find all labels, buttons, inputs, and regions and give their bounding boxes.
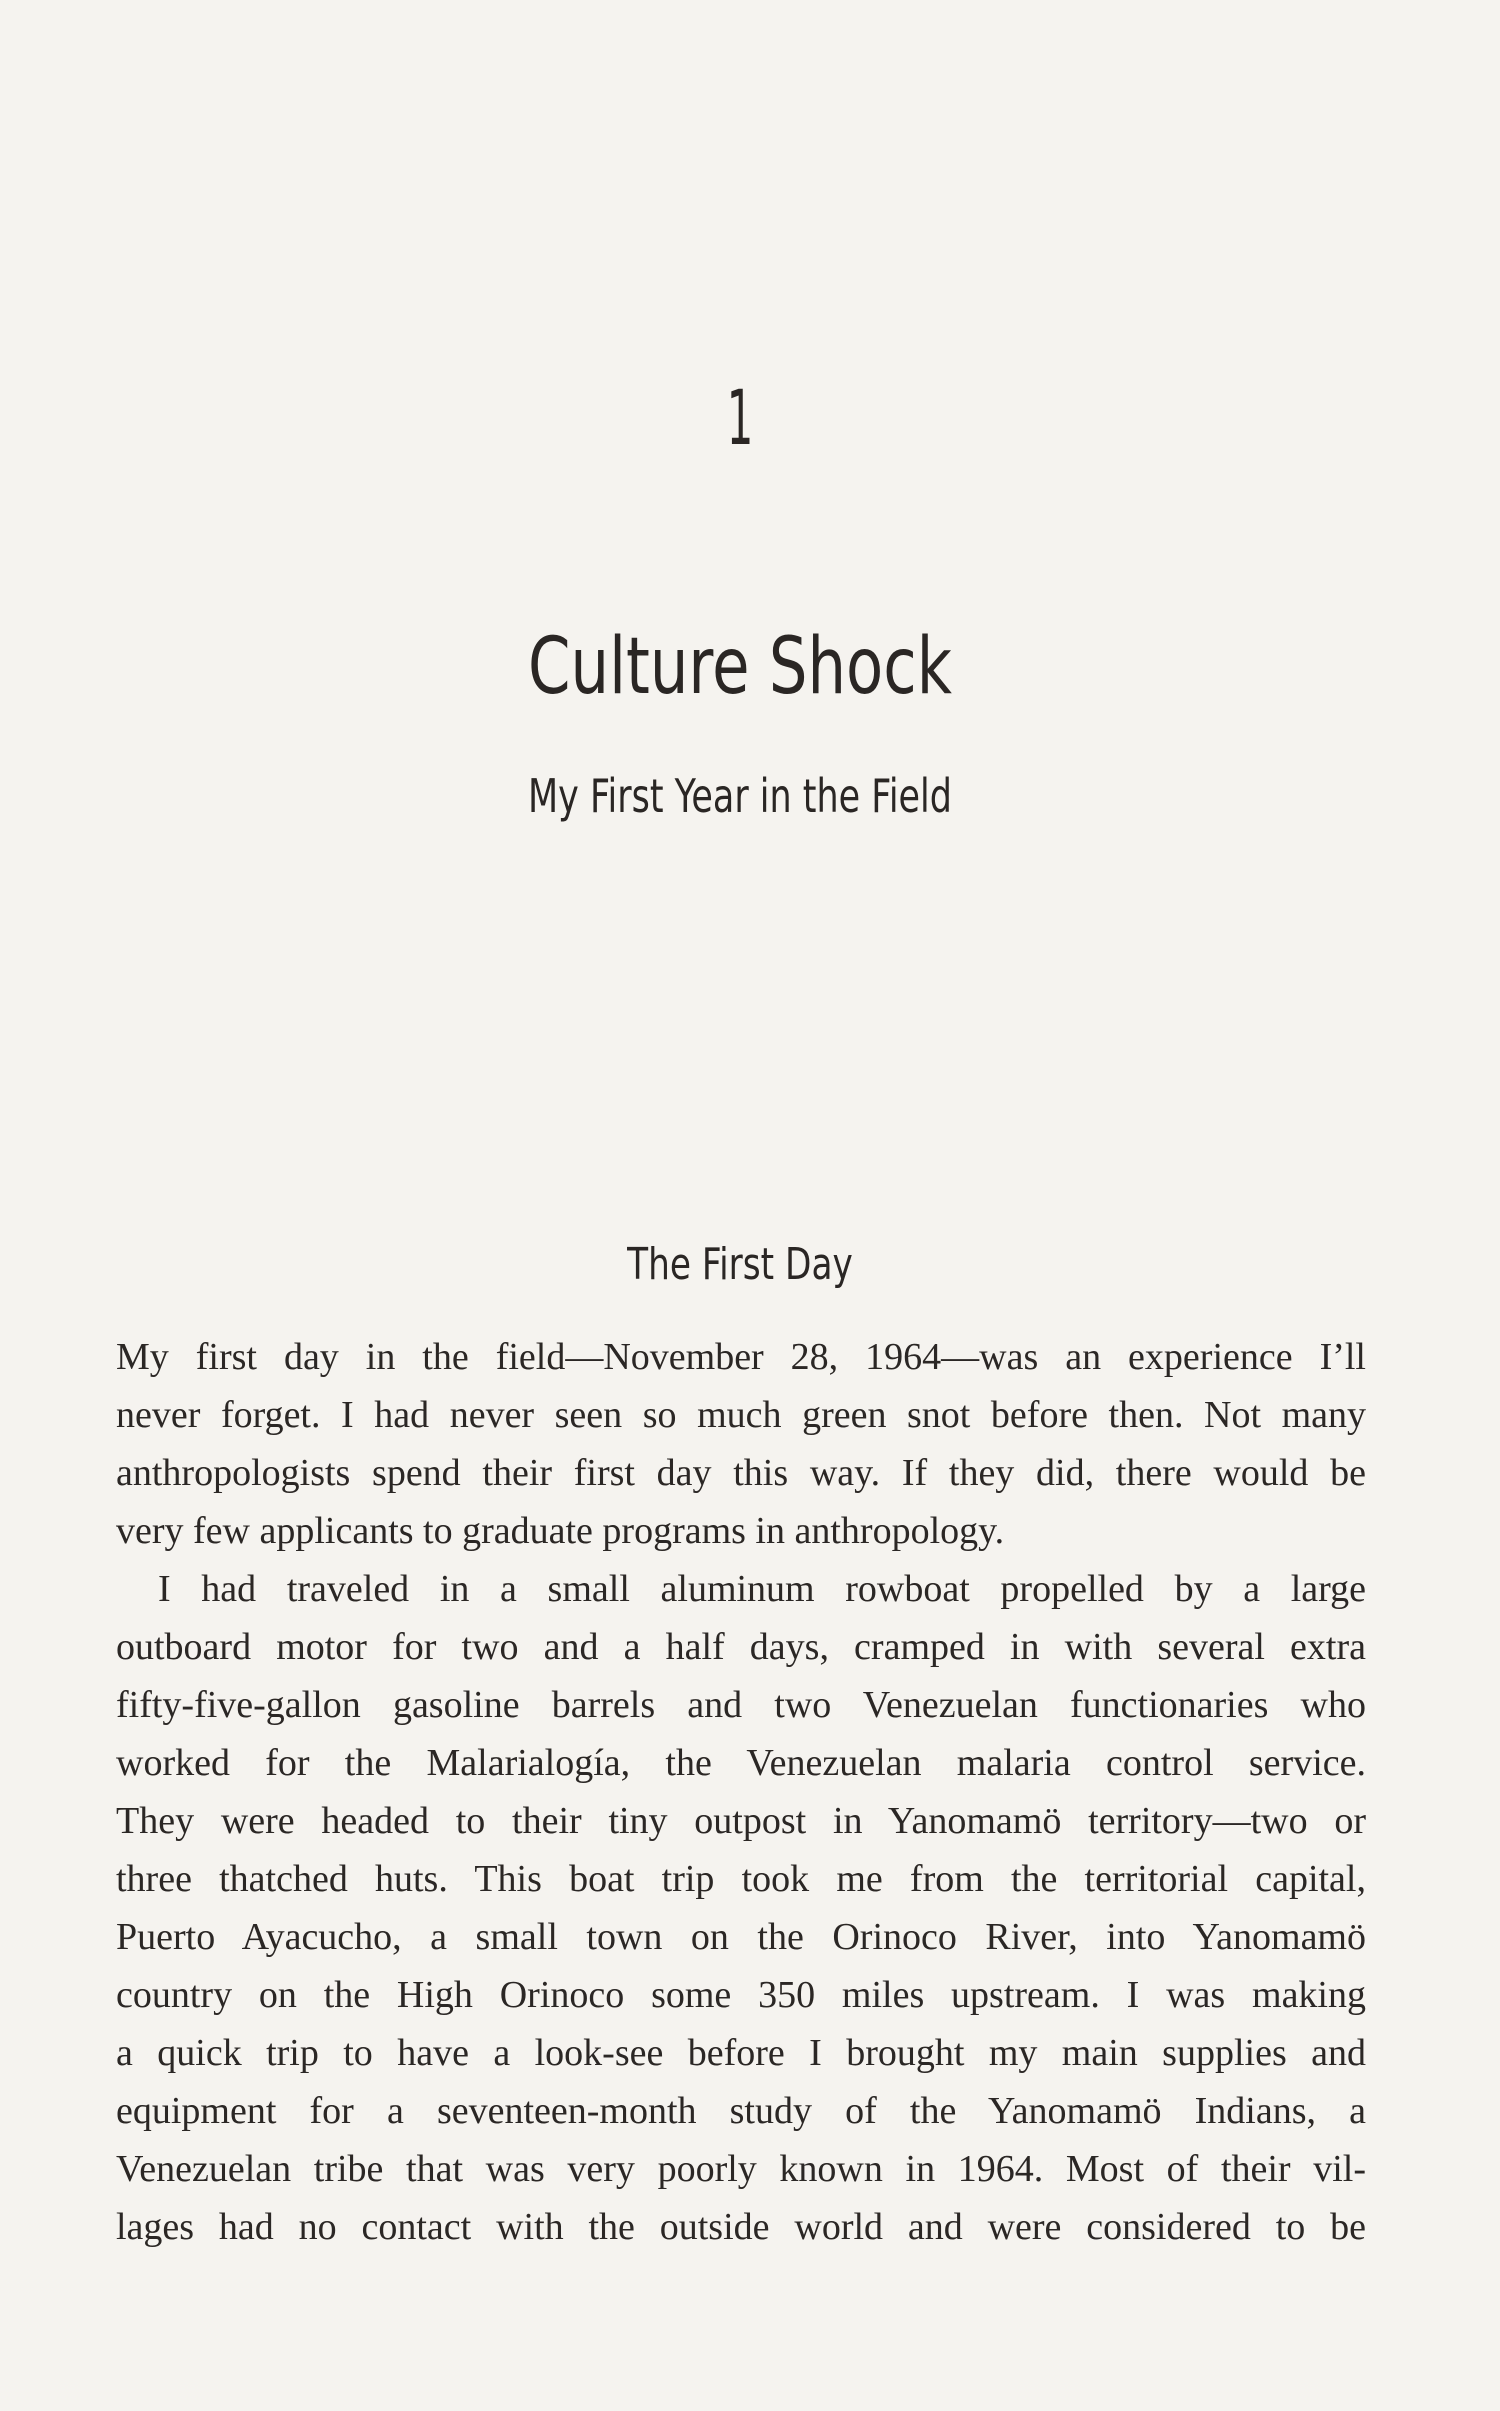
text-line: worked for the Malarialogía, the Venezuelan malaria control service.: [116, 1742, 1366, 1784]
text-line: outboard motor for two and a half days, cramped in with several extra: [116, 1626, 1366, 1668]
chapter-subtitle: My First Year in the Field: [528, 769, 952, 823]
text-line: They were headed to their tiny outpost in Yanomamö territory—two or: [116, 1800, 1366, 1842]
text-line: equipment for a seventeen-month study of the Yanomamö Indians, a: [116, 2090, 1366, 2132]
text-line: My first day in the field—November 28, 1964—was an experience I’ll: [116, 1336, 1366, 1378]
text-line: country on the High Orinoco some 350 miles upstream. I was making: [116, 1974, 1366, 2016]
text-line: very few applicants to graduate programs in anthropology.: [116, 1510, 1005, 1552]
chapter-title: Culture Shock: [528, 622, 952, 712]
section-heading: The First Day: [627, 1239, 853, 1290]
body-text: [116, 1328, 1366, 2256]
text-line: fifty-five-gallon gasoline barrels and two Venezuelan functionaries who: [116, 1684, 1366, 1726]
text-line: Venezuelan tribe that was very poorly known in 1964. Most of their vil-: [116, 2148, 1366, 2190]
paragraph-2: [116, 1560, 1366, 2256]
text-line: I had traveled in a small aluminum rowboat propelled by a large: [158, 1568, 1366, 1610]
text-line: lages had no contact with the outside world and were considered to be: [116, 2206, 1366, 2248]
paragraph-1: [116, 1328, 1366, 1560]
text-line: never forget. I had never seen so much green snot before then. Not many: [116, 1394, 1366, 1436]
text-line: anthropologists spend their first day this way. If they did, there would be: [116, 1452, 1366, 1494]
text-line: a quick trip to have a look-see before I brought my main supplies and: [116, 2032, 1366, 2074]
text-line: three thatched huts. This boat trip took me from the territorial capital,: [116, 1858, 1366, 1900]
chapter-number: 1: [726, 373, 754, 462]
text-line: Puerto Ayacucho, a small town on the Orinoco River, into Yanomamö: [116, 1916, 1366, 1958]
